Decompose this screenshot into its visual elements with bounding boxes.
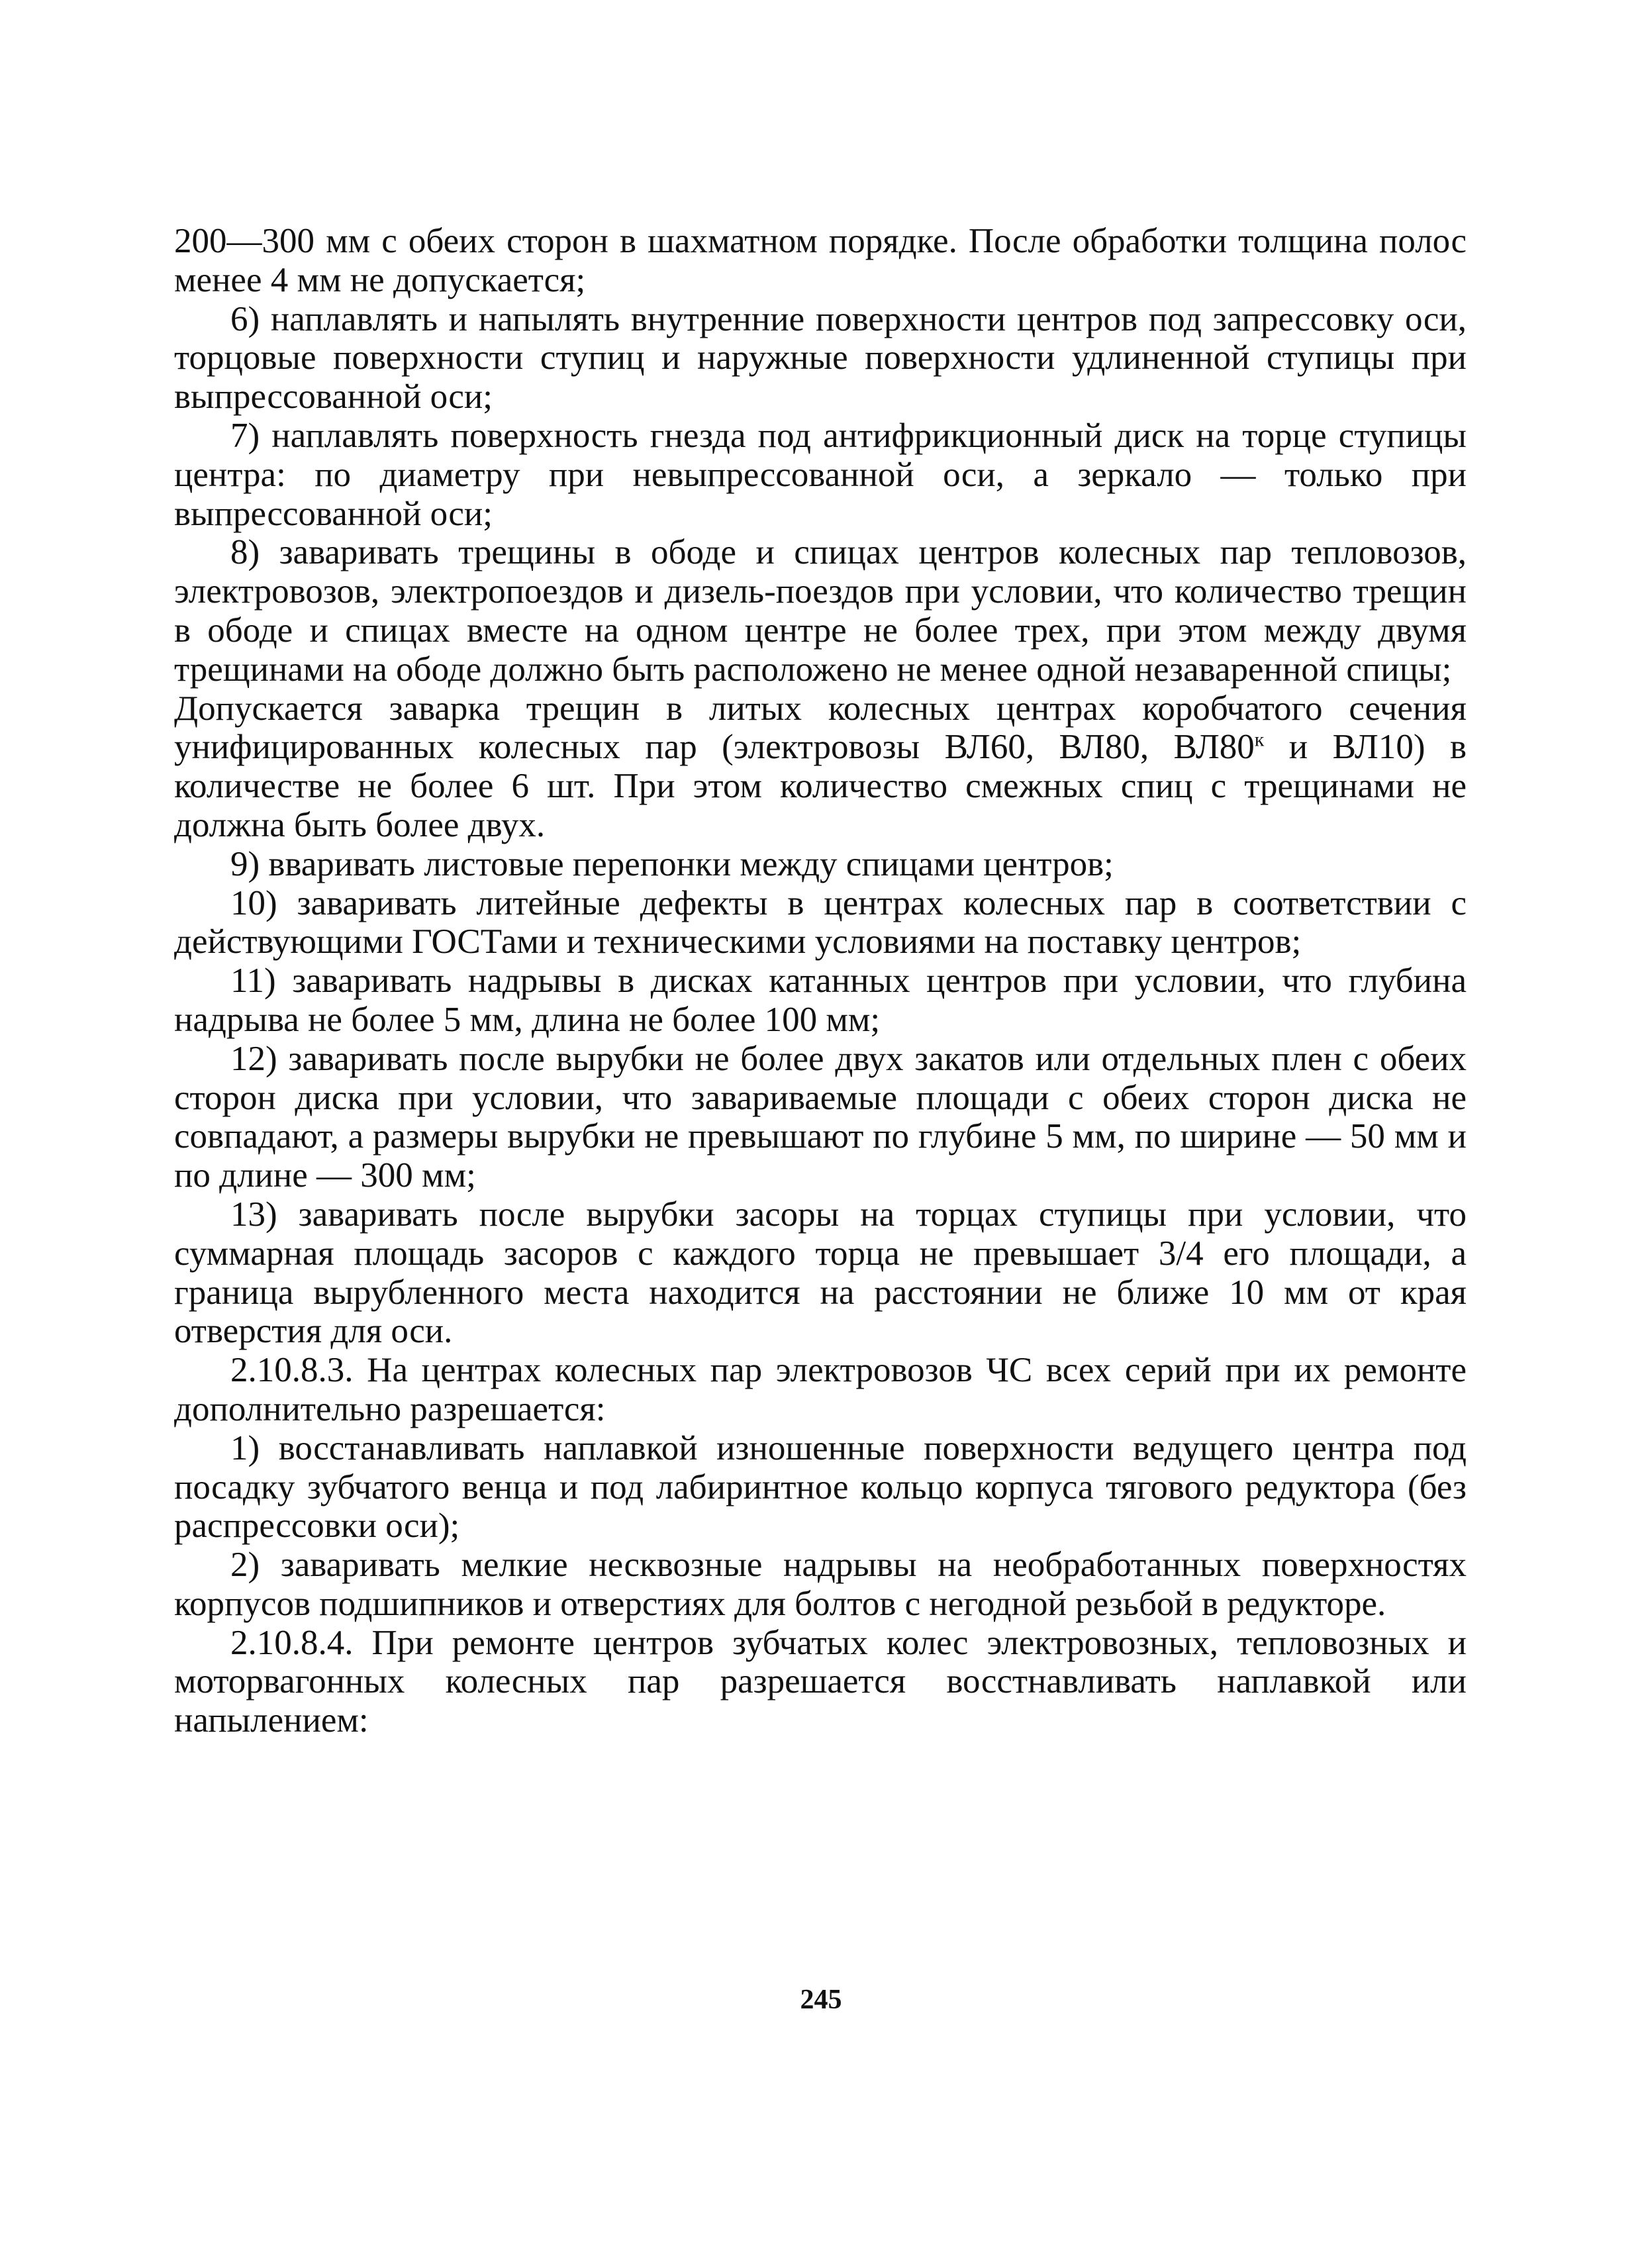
section-2-10-8-4: 2.10.8.4. При ремонте центров зубчатых колес электровозных, тепловозных и моторвагонных колесных пар разрешается восстнавливать наплавкой или напылением: — [174, 1623, 1467, 1740]
list-item-13: 13) заваривать после вырубки засоры на торцах ступицы при условии, что суммарная площадь засоров с каждого торца не превышает 3/4 его площади, а граница вырубленного места находится на расстоянии не ближе 10 мм от края отверстия для оси. — [174, 1195, 1467, 1351]
list-item-11: 11) заваривать надрывы в дисках катанных центров при условии, что глубина надрыва не более 5 мм, длина не более 100 мм; — [174, 961, 1467, 1039]
list-item-12: 12) заваривать после вырубки не более двух закатов или отдельных плен с обеих сторон диска при условии, что завариваемые площади с обеих сторон диска не совпадают, а размеры вырубки не превышают по глубине 5 мм, по ширине — 50 мм и по длине — 300 мм; — [174, 1039, 1467, 1195]
section-2-10-8-3: 2.10.8.3. На центрах колесных пар электровозов ЧС всех серий при их ремонте дополнительно разрешается: — [174, 1351, 1467, 1428]
allowance-text-start: Допускается заварка трещин в литых колесных центрах коробчатого сечения унифицированных колесных пар (электровозы ВЛ60, ВЛ80, ВЛ80 — [174, 689, 1467, 767]
list-item-2: 2) заваривать мелкие несквозные надрывы на необработанных поверхностях корпусов подшипников и отверстиях для болтов с негодной резьбой в редукторе. — [174, 1546, 1467, 1623]
list-item-9: 9) вваривать листовые перепонки между спицами центров; — [230, 844, 1114, 883]
list-item-6: 6) наплавлять и напылять внутренние поверхности центров под запрессовку оси, торцовые поверхности ступиц и наружные поверхности удлиненной ступицы при выпрессованной оси; — [174, 299, 1467, 417]
list-item-1: 1) восстанавливать наплавкой изношенные поверхности ведущего центра под посадку зубчатого венца и под лабиринтное кольцо корпуса тягового редуктора (без распрессовки оси); — [174, 1428, 1467, 1546]
list-item-8: 8) заваривать трещины в ободе и спицах центров колесных пар тепловозов, электровозов, электропоездов и дизель-поездов при условии, что количество трещин в ободе и спицах вместе на одном центре не более трех, при этом между двумя трещинами на ободе должно быть расположено не менее одной незаваренной спицы; — [174, 533, 1467, 689]
allowance-superscript: к — [1254, 728, 1265, 751]
paragraph-continuation: 200—300 мм с обеих сторон в шахматном порядке. После обработки толщина полос менее 4 мм не допускается; — [174, 222, 1467, 299]
page-body — [174, 222, 1467, 1740]
list-item-10: 10) заваривать литейные дефекты в центрах колесных пар в соответствии с действующими ГОСТами и техническими условиями на поставку центров; — [174, 883, 1467, 961]
paragraph-allowance — [174, 689, 1467, 845]
allowance-text-end: и ВЛ10) в количестве не более 6 шт. При этом количество смежных спиц с трещинами не должна быть более двух. — [174, 728, 1467, 844]
page-number: 245 — [800, 1985, 842, 2015]
list-item-7: 7) наплавлять поверхность гнезда под антифрикционный диск на торце ступицы центра: по диаметру при невыпрессованной оси, а зеркало — только при выпрессованной оси; — [174, 416, 1467, 533]
